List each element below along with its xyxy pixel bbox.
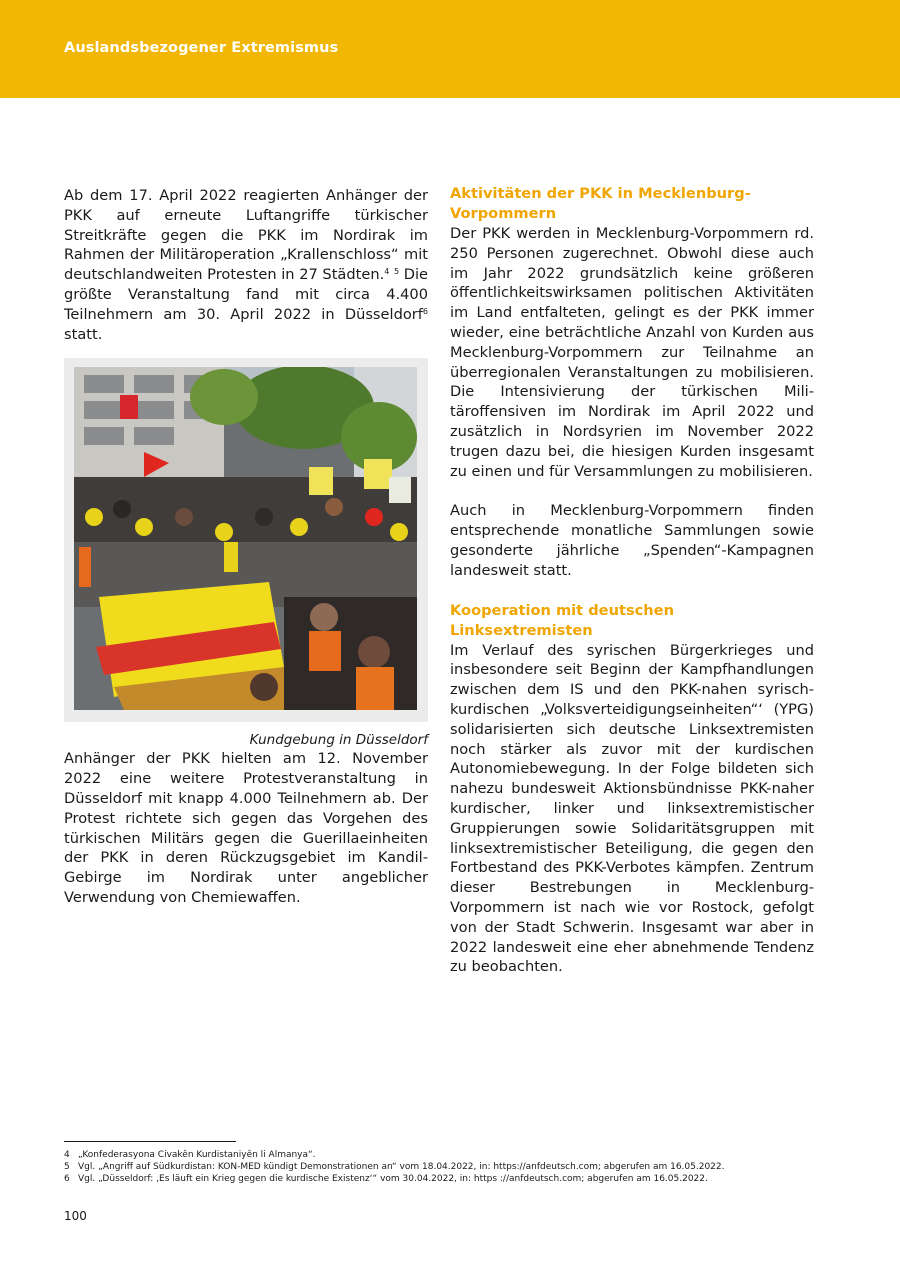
paragraph-pkk-mv: Der PKK werden in Mecklenburg-Vorpommern rd. 250 Personen zugerechnet. Obwohl diese auch im Jahr 2022 grundsätzlich keine größeren öffentlichkeitswirksamen politischen Aktivitäten im Land entfalteten, gelingt es der PKK immer wieder, eine beträchtliche Anzahl von Kurden aus Mecklenburg-Vorpommern zur Teilnahme an überregionalen Veranstaltungen zu mobilisieren. Die Intensivierung der türkischen Militäroffensiven im Nordirak im April 2022 und zusätzlich in Nordsyrien im November 2022 trugen dazu bei, die hiesigen Kurden insgesamt zu einen und für Versammlungen zu mobilisieren. <box>450 225 814 480</box>
footnote-ref-4[interactable]: 4 <box>384 267 390 277</box>
footnote-rule <box>64 1141 236 1142</box>
photo-frame <box>64 358 428 722</box>
heading-pkk-activities: Aktivitäten der PKK in Mecklenburg-Vorpommern <box>450 185 751 222</box>
paragraph-collections: Auch in Mecklenburg-Vorpommern finden entsprechende monatliche Sammlungen sowie gesonderte jährliche „Spenden“-Kampagnen landesweit statt. <box>450 502 814 579</box>
paragraph-cooperation: Im Verlauf des syrischen Bürgerkrieges und insbesondere seit Beginn der Kampfhandlungen zwischen dem IS und den PKK-nahen syrisch-kurdischen „Volksverteidigungseinheiten“‘ (YPG) solidarisierten sich deutsche Linksextremisten noch stärker als zuvor mit der kurdischen Autonomiebewegung. In der Folge bildeten sich nahezu bundesweit Aktionsbündnisse PKK-naher kurdischer, linker und linksextremistischer Gruppierungen sowie Solidaritätsgruppen mit linksextremistischer Beteiligung, die gegen den Fortbestand des PKK-Verbotes kämpfen. Zentrum dieser Bestrebungen in Mecklenburg-Vorpommern ist nach wie vor Rostock, gefolgt von der Stadt Schwerin. Insgesamt war aber in 2022 landesweit eine eher abnehmende Tendenz zu beobachten. <box>450 641 814 976</box>
header-bar <box>0 0 900 98</box>
footnote-4: 4 „Konfederasyona Civakên Kurdistaniyên li Almanya“. <box>64 1150 316 1160</box>
heading-cooperation: Kooperation mit deutschen Linksextremisten <box>450 601 674 639</box>
footnote-5: 5 Vgl. „Angriff auf Südkurdistan: KON-MED kündigt Demonstrationen an“ vom 18.04.2022, in: https://anfdeutsch.com; abgerufen am 16.05.2022. <box>64 1162 725 1173</box>
page-number: 100 <box>64 1209 87 1223</box>
paragraph-protest-november: Anhänger der PKK hielten am 12. November 2022 eine weitere Protestveranstaltung in Düsseldorf mit knapp 4.000 Teilnehmern ab. Der Protest richtete sich gegen das Vorgehen des türkischen Militärs gegen die Guerillaeinheiten der PKK in deren Rückzugsgebiet im Kandil-Gebirge im Nordirak unter angeblicher Verwendung von Chemiewaffen. <box>64 750 428 906</box>
right-column <box>450 184 814 977</box>
left-column <box>64 186 428 908</box>
demonstration-photo <box>74 367 417 710</box>
footnote-ref-5[interactable]: 5 <box>393 267 400 277</box>
footnote-ref-6[interactable]: 6 <box>422 306 428 316</box>
header-title: Auslandsbezogener Extremismus <box>64 40 339 56</box>
footnotes <box>64 1149 844 1186</box>
photo-caption: Kundgebung in Düsseldorf <box>249 732 428 749</box>
paragraph-protests-april: Ab dem 17. April 2022 reagierten Anhänger der PKK auf erneute Luftangriffe türkischer Streitkräfte gegen die PKK im Nordirak im Rahmen der Militäroperation „Krallenschloss“ mit deutschlandweiten Protesten in 27 Städten.$^4$ $^5$ Die größte Veranstaltung fand mit circa 4.400 Teilnehmern am 30. April 2022 in Düsseldorf$^6$ statt. <box>64 187 429 343</box>
footnote-6: 6 Vgl. „Düsseldorf: ‚Es läuft ein Krieg gegen die kurdische Existenz‘“ vom 30.04.2022, in: https ://anfdeutsch.com; abgerufen am 16.05.2022. <box>64 1174 708 1185</box>
